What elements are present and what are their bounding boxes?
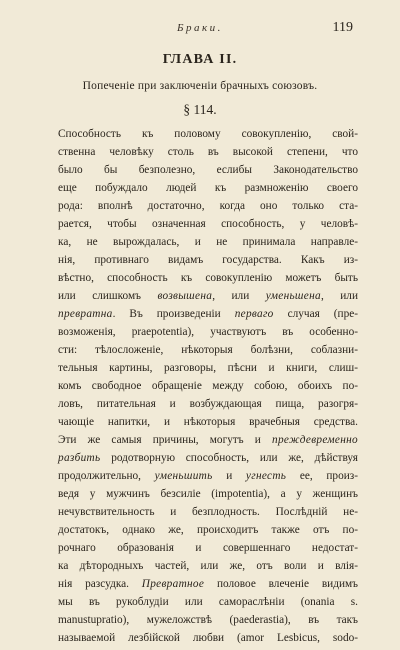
text-line	[58, 143, 358, 161]
text-segment: и	[212, 470, 246, 482]
text-line	[58, 611, 358, 629]
text-line	[58, 233, 358, 251]
text-segment: комъ свободное обращенiе между собою, обоихъ по-	[58, 380, 358, 392]
text-line	[58, 413, 358, 431]
section-number: § 114.	[183, 102, 217, 117]
emphasized-word: перваго	[234, 308, 274, 320]
text-line	[58, 449, 358, 467]
text-segment: нiя разсудка.	[58, 578, 142, 590]
text-line	[58, 179, 358, 197]
text-segment: случая (пре-	[273, 308, 358, 320]
text-line	[58, 161, 358, 179]
emphasized-word: возвышена	[157, 290, 213, 302]
text-segment: нiя, противнаго видамъ государства. Какъ из-	[58, 254, 358, 266]
text-segment: рочнаго образованiя и совершеннаго недостат-	[58, 542, 358, 554]
text-segment: . Въ произведенiи	[112, 308, 235, 320]
text-line	[58, 521, 358, 539]
emphasized-word: преждевременно	[272, 434, 358, 446]
text-segment: Эти же самыя причины, могутъ и	[58, 434, 273, 446]
text-line	[58, 557, 358, 575]
text-line	[58, 503, 358, 521]
running-head	[0, 20, 400, 38]
text-line	[58, 539, 358, 557]
text-segment: достатокъ, однако же, происходитъ также отъ по-	[58, 524, 358, 536]
text-line	[58, 593, 358, 611]
text-line	[58, 215, 358, 233]
text-segment: ственна человѣку столь въ высокой степени, что	[58, 146, 358, 158]
text-line	[58, 377, 358, 395]
text-segment: возможенiя, praepotentia), участвуютъ въ особенно-	[58, 326, 358, 338]
text-segment: manustupratio), мужеложствѣ (paederastia), въ такъ	[58, 614, 358, 626]
text-line	[58, 197, 358, 215]
text-segment: , или	[212, 290, 266, 302]
text-segment: Способность къ половому совокупленiю, свой-	[58, 128, 358, 140]
emphasized-word: угнесть	[245, 470, 287, 482]
text-line	[58, 125, 358, 143]
text-line	[58, 323, 358, 341]
text-line	[58, 251, 358, 269]
text-segment: тельныя картины, разговоры, пѣсни и книги, слиш-	[58, 362, 358, 374]
text-segment: ведя у мужчинъ безсилiе (impotentia), а у женщинъ	[58, 488, 358, 500]
text-segment: ка дѣтородныхъ частей, или же, отъ воли и влiя-	[58, 560, 358, 572]
text-segment: , или	[320, 290, 358, 302]
emphasized-word: Превратное	[141, 578, 205, 590]
text-line	[58, 395, 358, 413]
text-segment: ловъ, питательная и возбуждающая пища, разогря-	[58, 398, 358, 410]
text-segment: нечувствительность и безплодность. Послѣднiй не-	[58, 506, 358, 518]
text-segment: рода: вполнѣ достаточно, когда оно только ста-	[58, 200, 358, 212]
text-segment: продолжительно,	[58, 470, 155, 482]
text-segment: называемой лезбiйской любви (amor Lesbicus, sodo-	[58, 632, 358, 644]
text-segment: мы въ рукоблудiи или самораслѣнiи (onania s.	[58, 596, 358, 608]
text-line	[58, 431, 358, 449]
emphasized-word: превратна	[58, 308, 113, 320]
text-segment: половое влеченiе видимъ	[204, 578, 358, 590]
text-segment: сти: тѣлосложенiе, нѣкоторыя болѣзни, соблазни-	[58, 344, 358, 356]
text-segment: ка, не вырождалась, и не принимала направле-	[58, 236, 358, 248]
emphasized-word: разбить	[58, 452, 101, 464]
text-line	[58, 341, 358, 359]
text-segment: родотворную способность, или же, дѣйствуя	[100, 452, 358, 464]
emphasized-word: уменьшена	[265, 290, 321, 302]
text-segment: еще побуждало людей къ размноженiю своего	[58, 182, 358, 194]
text-line	[58, 575, 358, 593]
body-text	[58, 125, 358, 647]
text-line	[58, 467, 358, 485]
text-segment: вѣстно, способность къ совокупленiю можетъ быть	[58, 272, 358, 284]
chapter-title: ГЛАВА II.	[162, 52, 238, 67]
text-segment: чающiе напитки, и нѣкоторыя врачебныя средства.	[58, 416, 358, 428]
text-segment: или слишкомъ	[58, 290, 158, 302]
page-number: 119	[332, 20, 353, 35]
text-segment: рается, чтобы означенная способность, у человѣ-	[58, 218, 358, 230]
text-segment: было бы безполезно, еслибы Законодательство	[58, 164, 358, 176]
text-line	[58, 485, 358, 503]
emphasized-word: уменьшить	[154, 470, 213, 482]
running-title: Браки.	[177, 22, 223, 34]
text-line	[58, 269, 358, 287]
text-segment: ее, произ-	[286, 470, 358, 482]
section-title: Попеченiе при заключенiи брачныхъ союзовъ.	[82, 80, 318, 92]
text-line	[58, 305, 358, 323]
text-line	[58, 287, 358, 305]
text-line	[58, 359, 358, 377]
text-line	[58, 629, 358, 647]
